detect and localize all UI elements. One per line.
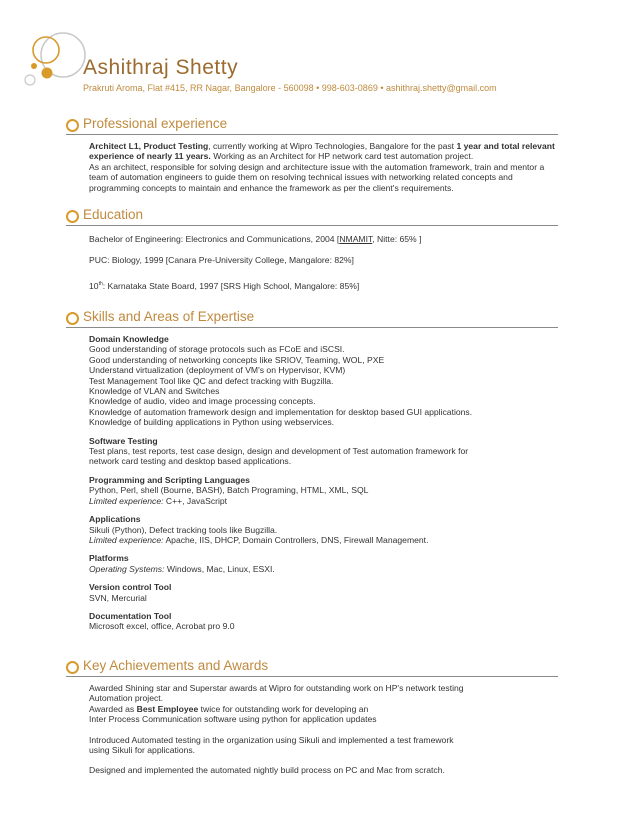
achievements-title: Key Achievements and Awards [83,658,269,673]
logo-dot-small [31,63,37,69]
achievement-line: Inter Process Communication software using python for application updates [89,714,377,725]
education-header [66,209,558,226]
applications-line: Sikuli (Python), Defect tracking tools like Bugzilla. [89,524,278,535]
achievement-line: Awarded Shining star and Superstar awards at Wipro for outstanding work on HP's network testing [89,683,464,693]
achievements-section [66,660,558,776]
version-control-heading: Version control Tool [89,582,172,593]
logo-ring-small [25,75,35,85]
domain-line: Knowledge of audio, video and image processing concepts. [89,396,316,407]
skills-title: Skills and Areas of Expertise [83,309,255,324]
achievement-line: Introduced Automated testing in the organization using Sikuli and implemented a test framework [89,734,454,745]
applications-heading: Applications [89,514,141,525]
documentation-line: Microsoft excel, office, Acrobat pro 9.0 [89,621,235,632]
domain-line: Good understanding of storage protocols such as FCoE and iSCSI. [89,344,345,355]
skills-body [66,328,558,632]
testing-heading: Software Testing [89,435,158,446]
education-puc: PUC: Biology, 1999 [Canara Pre-University College, Mangalore: 82%] [89,255,354,266]
experience-role: Architect L1, Product Testing [89,141,209,151]
skills-header [66,311,558,328]
domain-line: Knowledge of building applications in Python using webservices. [89,417,335,428]
programming-limited: Limited experience: C++, JavaScript [89,495,228,506]
domain-line: Understand virtualization (deployment of VM's on Hypervisor, KVM) [89,365,346,376]
education-body [66,226,558,291]
experience-header [66,118,558,135]
applications-limited: Limited experience: Apache, IIS, DHCP, Domain Controllers, DNS, Firewall Management. [89,534,429,545]
domain-line: Good understanding of networking concepts like SRIOV, Teaming, WOL, PXE [89,354,385,365]
section-bullet-icon [66,661,79,674]
platforms-heading: Platforms [89,553,129,564]
version-control-line: SVN, Mercurial [89,592,147,603]
achievement-line: using Sikuli for applications. [89,745,196,756]
achievement-line: Automation project. [89,693,164,704]
testing-line: Test plans, test reports, test case design, design and development of Test automation framework for [89,446,469,457]
domain-line: Knowledge of VLAN and Switches [89,386,220,397]
section-bullet-icon [66,312,79,325]
documentation-heading: Documentation Tool [89,610,172,621]
contact-line: Prakruti Aroma, Flat #415, RR Nagar, Bangalore - 560098 • 998-603-0869 • ashithraj.shetty@gmail.com [83,83,497,93]
skills-section [66,311,558,632]
logo-dot-orange [42,68,53,79]
education-be-college: NMAMIT [339,234,373,244]
achievements-header [66,660,558,677]
experience-line1-tail: Working as an Architect for HP network card test automation project. [210,151,474,162]
candidate-name: Ashithraj Shetty [83,56,239,79]
experience-body [66,135,558,193]
section-bullet-icon [66,119,79,132]
experience-line1-rest: , currently working at Wipro Technologies, Bangalore for the past [208,141,457,151]
programming-heading: Programming and Scripting Languages [89,474,250,485]
platforms-line: Operating Systems: Windows, Mac, Linux, ESXI. [89,563,275,574]
achievement-line: Awarded as Best Employee twice for outstanding work for developing an [89,703,369,714]
experience-summary [89,141,558,162]
experience-title: Professional experience [83,116,228,131]
experience-line1-bold: 1 year and total relevant experience of nearly 11 years. [89,141,555,162]
domain-line: Knowledge of automation framework design and implementation for desktop based GUI applications. [89,406,473,417]
achievements-body [66,677,558,776]
testing-line: network card testing and desktop based applications. [89,456,292,467]
education-be: Bachelor of Engineering: Electronics and Communications, 2004 [NMAMIT, Nitte: 65% ] [89,234,422,244]
education-section [66,209,558,291]
achievement-line: Designed and implemented the automated nightly build process on PC and Mac from scratch. [89,765,445,776]
domain-line: Test Management Tool like QC and defect tracking with Bugzilla. [89,375,334,386]
decorative-circles-logo [0,0,90,100]
experience-responsibilities: As an architect, responsible for solving design and architecture issue with the automation framework, train and mentor a team of automation engineers to guide them on resolving technical issues with networking related concepts and programming concepts to maintain and enhance the framework as per the client's requirements. [89,161,545,193]
programming-line: Python, Perl, shell (Bourne, BASH), Batch Programing, HTML, XML, SQL [89,485,369,496]
education-title: Education [83,207,144,222]
domain-heading: Domain Knowledge [89,334,169,344]
section-bullet-icon [66,210,79,223]
experience-section [66,118,558,193]
education-tenth: 10th: Karnataka State Board, 1997 [SRS High School, Mangalore: 85%] [89,280,360,291]
